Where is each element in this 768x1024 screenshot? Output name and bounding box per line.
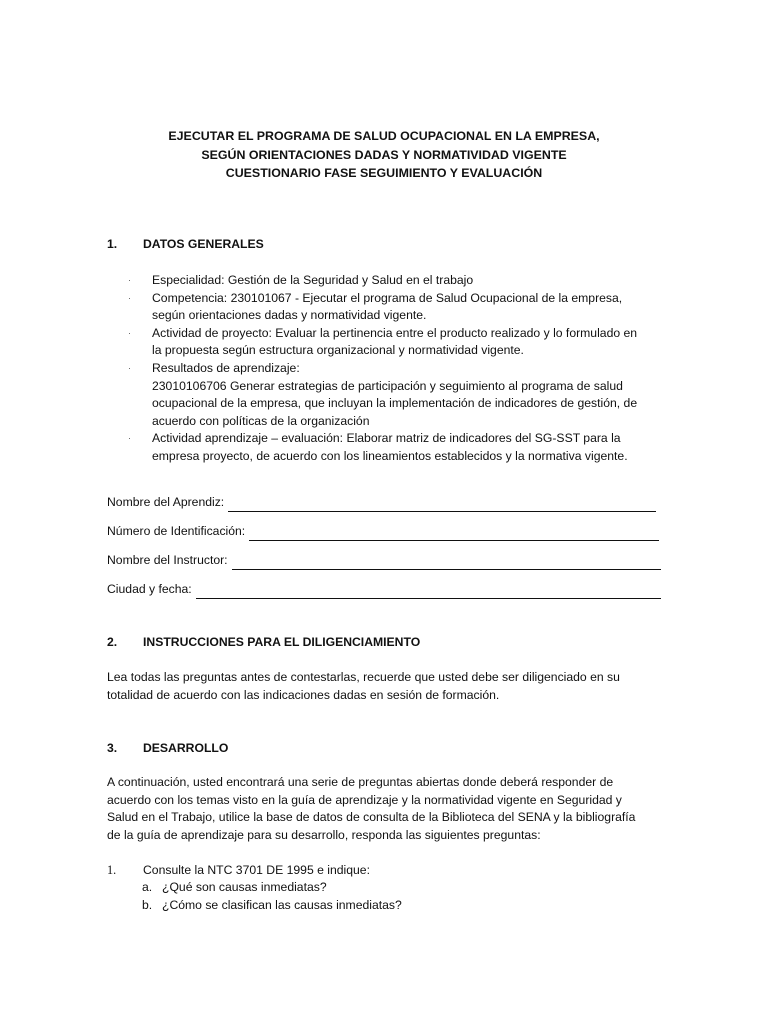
list-item-line: Actividad aprendizaje – evaluación: Elaborar matriz de indicadores del SG-SST para la	[152, 431, 621, 446]
identificacion-blank-line[interactable]	[249, 527, 659, 541]
aprendiz-field[interactable]	[107, 494, 656, 512]
section-2-number: 2.	[107, 635, 118, 649]
sub-a-letter: a.	[142, 880, 153, 894]
section-2-heading	[107, 634, 420, 652]
list-item-line: ocupacional de la empresa, que incluyan la implementación de indicadores de gestión, de	[152, 396, 638, 411]
bullet-dot: ·	[128, 275, 131, 285]
list-item-especialidad	[128, 272, 662, 290]
section-3-number: 3.	[107, 741, 118, 755]
identificacion-field[interactable]	[107, 523, 659, 541]
question-1-sub-b	[142, 897, 402, 915]
title-line-2: SEGÚN ORIENTACIONES DADAS Y NORMATIVIDAD VIGENTE	[201, 147, 567, 162]
list-item-actividad-aprendizaje	[128, 430, 662, 465]
instructions-paragraph	[107, 669, 661, 704]
identificacion-label: Número de Identificación:	[107, 524, 246, 538]
question-1-number: 1.	[107, 863, 117, 877]
list-item-line: Actividad de proyecto: Evaluar la pertinencia entre el producto realizado y lo formulado en	[152, 325, 638, 340]
title-line-3: CUESTIONARIO FASE SEGUIMIENTO Y EVALUACIÓN	[225, 166, 543, 180]
ciudad-fecha-label: Ciudad y fecha:	[107, 582, 192, 596]
list-item-line: Competencia: 230101067 - Ejecutar el programa de Salud Ocupacional de la empresa,	[152, 290, 623, 305]
section-1-number: 1.	[107, 237, 118, 251]
list-item-line: acuerdo con políticas de la organización	[152, 413, 370, 428]
bullet-dot: ·	[128, 327, 131, 338]
section-3-heading	[107, 740, 228, 758]
list-item-resultados	[128, 360, 662, 430]
section-1-heading	[107, 236, 264, 254]
paragraph-line: totalidad de acuerdo con las indicaciones dadas en sesión de formación.	[107, 687, 500, 702]
aprendiz-blank-line[interactable]	[228, 498, 656, 512]
sub-b-letter: b.	[142, 898, 153, 912]
bullet-dot: ·	[128, 362, 131, 373]
paragraph-line: Salud en el Trabajo, utilice la base de datos de consulta de la Biblioteca del SENA y la bibliografía	[107, 810, 636, 825]
question-1-text: Consulte la NTC 3701 DE 1995 e indique:	[143, 863, 370, 877]
list-item-line: Especialidad: Gestión de la Seguridad y Salud en el trabajo	[152, 273, 474, 287]
general-data-list	[128, 272, 662, 466]
section-1-title: DATOS GENERALES	[143, 237, 264, 251]
list-item-line: según orientaciones dadas y normatividad vigente.	[152, 308, 427, 323]
development-paragraph	[107, 774, 661, 844]
paragraph-line: de la guía de aprendizaje para su desarrollo, responda las siguientes preguntas:	[107, 827, 541, 842]
sub-b-text: ¿Cómo se clasifican las causas inmediatas?	[162, 898, 402, 912]
section-2-title: INSTRUCCIONES PARA EL DILIGENCIAMIENTO	[143, 635, 421, 649]
instructor-field[interactable]	[107, 552, 661, 570]
list-item-line: empresa proyecto, de acuerdo con los lineamientos establecidos y la normativa vigente.	[152, 448, 628, 463]
instructor-blank-line[interactable]	[232, 556, 661, 570]
list-item-line: la propuesta según estructura organizacional y normatividad vigente.	[152, 343, 524, 358]
aprendiz-label: Nombre del Aprendiz:	[107, 495, 225, 509]
title-line-1: EJECUTAR EL PROGRAMA DE SALUD OCUPACIONAL EN LA EMPRESA,	[168, 129, 600, 143]
question-1	[107, 862, 370, 880]
section-3-title: DESARROLLO	[143, 741, 229, 755]
document-title	[100, 127, 668, 183]
sub-a-text: ¿Qué son causas inmediatas?	[162, 880, 327, 894]
list-item-actividad-proyecto	[128, 325, 662, 360]
paragraph-line: Lea todas las preguntas antes de contestarlas, recuerde que usted debe ser diligenciado en su	[107, 670, 620, 684]
paragraph-line: acuerdo con los temas visto en la guía de aprendizaje y la normatividad vigente en Seguridad y	[107, 792, 622, 807]
list-item-line: 23010106706 Generar estrategias de participación y seguimiento al programa de salud	[152, 378, 623, 393]
list-item-competencia	[128, 290, 662, 325]
paragraph-line: A continuación, usted encontrará una serie de preguntas abiertas donde deberá responder de	[107, 775, 614, 789]
instructor-label: Nombre del Instructor:	[107, 553, 228, 567]
bullet-dot: ·	[128, 292, 131, 303]
list-item-line: Resultados de aprendizaje:	[152, 360, 300, 375]
question-1-sub-a	[142, 879, 327, 897]
ciudad-fecha-blank-line[interactable]	[196, 585, 661, 599]
ciudad-fecha-field[interactable]	[107, 581, 661, 599]
bullet-dot: ·	[128, 433, 131, 444]
